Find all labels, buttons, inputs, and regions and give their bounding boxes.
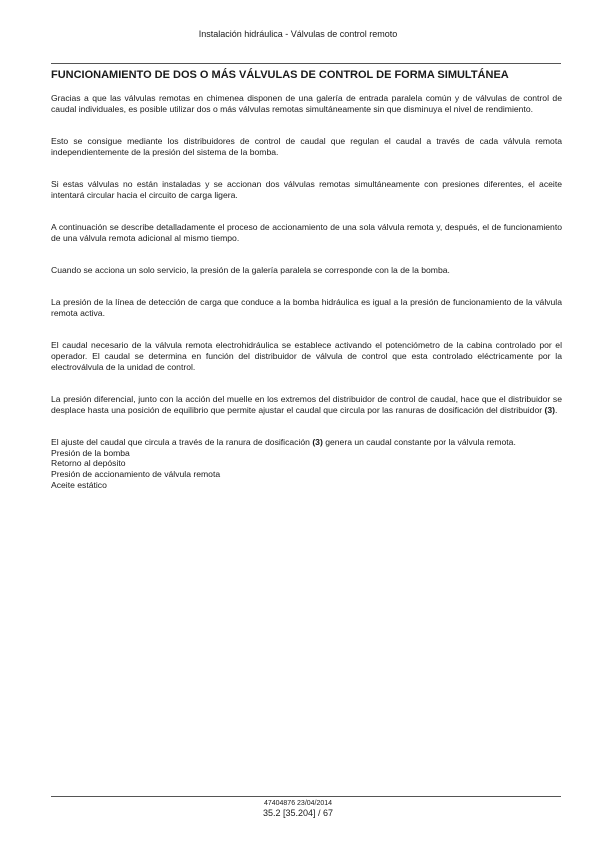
running-header: Instalación hidráulica - Válvulas de control remoto [198, 29, 398, 39]
paragraph-4: A continuación se describe detalladamente el proceso de accionamiento de una sola válvula remota y, después, el de funcionamiento de una válvula remota adicional al mismo tiempo. [51, 222, 562, 243]
document-reference: 47404876 23/04/2014 [263, 800, 333, 807]
paragraph-5: Cuando se acciona un solo servicio, la presión de la galería paralela se corresponde con la de la bomba. [51, 265, 450, 275]
legend-item-remote-valve-pressure: Presión de accionamiento de válvula remota [51, 469, 221, 480]
paragraph-9 [51, 437, 562, 448]
footer-divider [51, 796, 561, 797]
paragraph-7: El caudal necesario de la válvula remota electrohidráulica se establece activando el potenciómetro de la cabina controlado por el operador. El caudal se determina en función del distribuidor de válvula de control que esta controlado eléctricamente por la electroválvula de la unidad de control. [51, 340, 562, 372]
paragraph-3: Si estas válvulas no están instaladas y se accionan dos válvulas remotas simultáneamente con presiones diferentes, el aceite intentará circular hacia el circuito de carga ligera. [51, 179, 562, 200]
page-number: 35.2 [35.204] / 67 [262, 808, 334, 818]
legend-item-pump-pressure: Presión de la bomba [51, 447, 130, 458]
legend-item-tank-return: Retorno al depósito [51, 458, 126, 469]
paragraph-2: Esto se consigue mediante los distribuidores de control de caudal que regulan el caudal a través de cada válvula remota independientemente de la presión del sistema de la bomba. [51, 136, 562, 157]
paragraph-6: La presión de la línea de detección de carga que conduce a la bomba hidráulica es igual a la presión de funcionamiento de la válvula remota activa. [51, 297, 562, 318]
header-divider [51, 63, 561, 64]
body-text [51, 93, 562, 491]
section-title: FUNCIONAMIENTO DE DOS O MÁS VÁLVULAS DE CONTROL DE FORMA SIMULTÁNEA [51, 69, 509, 81]
paragraph-8 [51, 394, 562, 415]
paragraph-8-text: La presión diferencial, junto con la acción del muelle en los extremos del distribuidor de control de caudal, hace que el distribuidor se desplace hasta una posición de equilibrio que permite ajustar el caudal que circula por las ranuras de dosificación del distribuidor [51, 394, 562, 415]
paragraph-9-text-end: genera un caudal constante por la válvula remota. [325, 437, 516, 447]
legend-item-static-oil: Aceite estático [51, 479, 107, 490]
paragraph-9-text-start: El ajuste del caudal que circula a través de la ranura de dosificación [51, 437, 310, 447]
paragraph-8-ref: (3) [544, 404, 555, 415]
paragraph-8-end: . [555, 404, 558, 415]
paragraph-9-ref: (3) [312, 437, 323, 447]
paragraph-1: Gracias a que las válvulas remotas en chimenea disponen de una galería de entrada paralela común y de válvulas de control de caudal individuales, es posible utilizar dos o más válvulas remotas simultáneamente sin que disminuya el nivel de rendimiento. [51, 93, 562, 114]
legend-list [51, 448, 562, 491]
